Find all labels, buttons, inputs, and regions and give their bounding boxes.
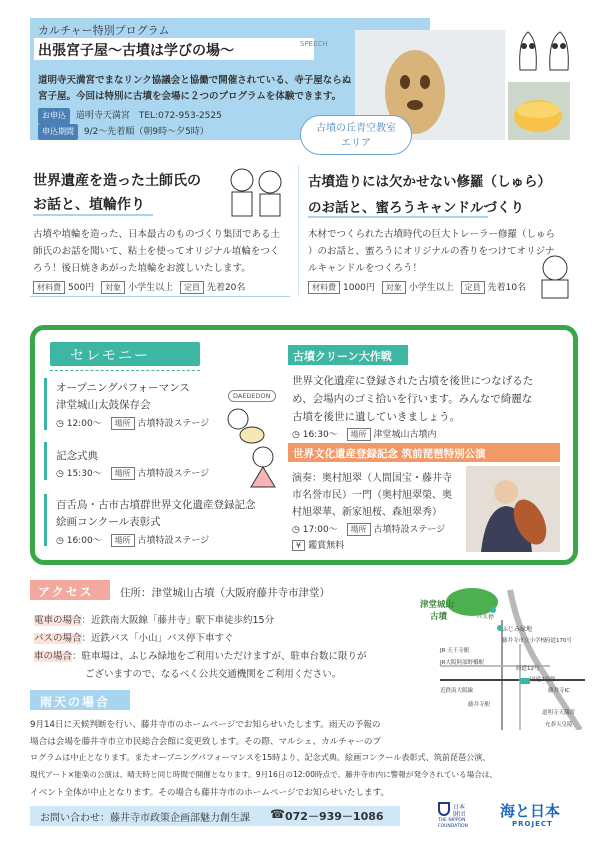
ceremony-item-2-time: 15:30〜 bbox=[66, 469, 102, 479]
ceremony-underline bbox=[50, 370, 200, 371]
candle-desc-3: ルキャンドルをつくろう！ bbox=[308, 263, 423, 274]
candle-underline bbox=[308, 216, 488, 218]
haniwa-underline bbox=[33, 214, 153, 216]
clean-meta bbox=[292, 427, 437, 441]
area-badge bbox=[300, 115, 412, 155]
biwa-fee bbox=[292, 538, 344, 551]
area-badge-line2: エリア bbox=[341, 138, 371, 149]
map-kofun-1: 津堂城山 bbox=[420, 600, 455, 610]
candle-desc-1: 木材でつくられた古墳時代の巨大トレーラー修羅（しゅら bbox=[308, 229, 556, 240]
nf-line4: FOUNDATION bbox=[438, 824, 468, 829]
haniwa-fee-tag: 材料費 bbox=[33, 281, 65, 294]
rain-line-5: イベント全体が中止となります。その場合も藤井寺市のホームページでお知らせいたします。 bbox=[30, 788, 390, 798]
culture-contact bbox=[38, 108, 222, 124]
nf-mark bbox=[438, 802, 450, 816]
haniwa-target-tag: 対象 bbox=[101, 281, 125, 294]
haniwa-title-2: お話と、埴輪作り bbox=[33, 197, 145, 213]
ceremony-item-3-place: 古墳特設ステージ bbox=[137, 536, 210, 546]
biwa-meta bbox=[292, 522, 445, 536]
candle-desc-2: ）のお話と、蜜ろうにオリジナルの香りをつけてオリジナ bbox=[308, 246, 555, 257]
ceremony-item-1-bar bbox=[44, 378, 47, 430]
contact-text: 道明寺天満宮 TEL:072-953-2525 bbox=[75, 111, 222, 121]
map-jr1: JR 天王寺駅 bbox=[440, 648, 470, 654]
ceremony-item-2-bar bbox=[44, 442, 47, 480]
nippon-foundation-logo bbox=[438, 802, 498, 832]
contact-tag: お申込 bbox=[38, 108, 70, 124]
candle-title-1: 古墳造りには欠かせない修羅（しゅら） bbox=[308, 174, 551, 190]
clock-icon: ◷ bbox=[56, 536, 64, 546]
clock-icon: ◷ bbox=[56, 419, 64, 429]
ceremony-item-3-time: 16:00〜 bbox=[66, 536, 102, 546]
clock-icon: ◷ bbox=[56, 469, 64, 479]
nf-line1: 日本 bbox=[453, 804, 466, 811]
rain-title: 雨天の場合 bbox=[40, 695, 111, 709]
map-r170: 府道170号 bbox=[545, 638, 572, 644]
map-kofun-2: 古墳 bbox=[430, 612, 448, 622]
ceremony-item-1-name2: 津堂城山太鼓保存会 bbox=[56, 399, 151, 411]
biwa-fee-text: 鑑賞無料 bbox=[308, 541, 345, 551]
owl-illustration bbox=[510, 20, 580, 78]
map-ic: 藤井寺IC bbox=[548, 688, 570, 694]
ceremony-item-1-name1: オープニングパフォーマンス bbox=[56, 382, 190, 394]
biwa-place: 古墳特設ステージ bbox=[373, 525, 446, 535]
map-shrine: 道明寺天満宮 bbox=[542, 710, 576, 716]
kids-illustration bbox=[222, 160, 292, 220]
map-school: 藤井寺市立小学校 bbox=[502, 638, 547, 644]
haniwa-cap-tag: 定員 bbox=[180, 281, 204, 294]
clean-time: 16:30〜 bbox=[302, 430, 338, 440]
biwa-desc-1: 演奏：奥村旭翠（人間国宝・藤井寺 bbox=[292, 473, 452, 484]
phone-icon: ☎ bbox=[270, 807, 285, 821]
biwa-desc-3: 村旭翠華、新家旭桜、森旭翠秀） bbox=[292, 507, 442, 518]
biwa-time: 17:00〜 bbox=[302, 525, 338, 535]
girl-illustration bbox=[530, 250, 580, 300]
candle-target-tag: 対象 bbox=[382, 281, 406, 294]
access-title: アクセス bbox=[38, 585, 94, 599]
biwa-title: 世界文化遺産登録記念 筑前琵琶特別公演 bbox=[293, 448, 486, 460]
train-tag: 電車の場合 bbox=[34, 615, 82, 626]
candle-photo bbox=[508, 82, 570, 140]
section-divider bbox=[298, 165, 299, 295]
map-tomb: 允恭天皇陵 bbox=[545, 722, 573, 728]
place-tag: 場所 bbox=[347, 523, 371, 536]
map-jr2: JR大阪阿部野橋駅 bbox=[440, 660, 484, 666]
haniwa-fee: 500円 bbox=[68, 283, 95, 293]
train-text: ：近鉄南大阪線「藤井寺」駅下車徒歩約15分 bbox=[81, 615, 275, 626]
culture-period bbox=[38, 124, 209, 140]
ceremony-item-3-name1: 百舌鳥・古市古墳群世界文化遺産登録記念 bbox=[56, 499, 256, 511]
haniwa-desc-1: 古墳や埴輪を造った、日本最古のものづくり集団である土 bbox=[33, 229, 281, 240]
access-address: 住所：津堂城山古墳（大阪府藤井寺市津堂） bbox=[120, 587, 330, 599]
clean-place: 津堂城山古墳内 bbox=[373, 430, 437, 440]
ceremony-item-1-place: 古墳特設ステージ bbox=[137, 419, 210, 429]
rain-line-4: 現代アート×能楽の公演は、晴天時と同じ時間で開催となります。9月16日の12:00時点で、藤井寺市内に警報が発令されている場合は、 bbox=[30, 770, 497, 779]
place-tag: 場所 bbox=[111, 467, 135, 480]
map-park: ふじみ緑地 bbox=[502, 626, 533, 633]
bus-text: ：近鉄バス「小山」バス停下車すぐ bbox=[81, 633, 234, 644]
car-tag: 車の場合 bbox=[34, 651, 73, 662]
car-text-1: ：駐車場は、ふじみ緑地をご利用いただけますが、駐車台数に限りが bbox=[72, 651, 367, 662]
clock-icon: ◷ bbox=[292, 525, 300, 535]
ceremony-item-2-name1: 記念式典 bbox=[56, 450, 98, 462]
candle-info bbox=[308, 280, 526, 294]
speech-sign: SPEECH bbox=[300, 40, 328, 48]
place-tag: 場所 bbox=[347, 428, 371, 441]
culture-desc-2: 宮子屋。今回は特別に古墳を会場に２つのプログラムを体験できます。 bbox=[38, 91, 342, 102]
haniwa-target: 小学生以上 bbox=[128, 283, 174, 293]
ceremony-item-3-meta bbox=[56, 533, 209, 547]
ceremony-title: セレモニー bbox=[70, 348, 150, 364]
ceremony-item-2-meta bbox=[56, 466, 209, 480]
map-r12: 府道12号 bbox=[516, 666, 540, 672]
map-bus-stop: バス停 bbox=[476, 614, 495, 621]
bubble-text: DAEDEDON bbox=[228, 390, 276, 402]
access-train bbox=[34, 612, 274, 626]
access-car bbox=[34, 648, 367, 662]
clean-desc-2: め、会場内のゴミ拾いを行います。みんなで綺麗な bbox=[292, 393, 533, 405]
clean-desc-1: 世界文化遺産に登録された古墳を後世につなげるた bbox=[292, 375, 534, 387]
place-tag: 場所 bbox=[111, 417, 135, 430]
ceremony-item-1-time: 12:00〜 bbox=[66, 419, 102, 429]
candle-fee: 1000円 bbox=[343, 283, 375, 293]
area-badge-line1: 古墳の丘青空教室 bbox=[316, 123, 396, 134]
culture-title: 出張宮子屋〜古墳は学びの場〜 bbox=[38, 43, 234, 59]
ceremony-item-3-name2: 絵画コンクール表彰式 bbox=[56, 516, 161, 528]
candle-title-2: のお話と、蜜ろうキャンドルづくり bbox=[308, 200, 524, 216]
candle-target: 小学生以上 bbox=[408, 283, 454, 293]
phone-number: 072－939－1086 bbox=[285, 810, 384, 823]
candle-cap-tag: 定員 bbox=[461, 281, 485, 294]
map-station: 藤井寺駅 bbox=[468, 702, 491, 708]
period-tag: 申込期間 bbox=[38, 124, 78, 140]
drummer-illustration bbox=[218, 405, 268, 445]
clock-icon: ◷ bbox=[292, 430, 300, 440]
ceremony-item-2-place: 古墳特設ステージ bbox=[137, 469, 210, 479]
clean-title: 古墳クリーン大作戦 bbox=[293, 350, 392, 363]
haniwa-bottom-line bbox=[30, 296, 290, 297]
access-bus bbox=[34, 630, 234, 644]
culture-desc-1: 道明寺天満宮でまなリンク協議会と協働で開催されている、寺子屋ならぬ bbox=[38, 75, 352, 86]
rain-line-2: 場合は会場を藤井寺市立市民総合会館に変更致します。その際、マルシェ、カルチャーのプ bbox=[30, 737, 382, 747]
haniwa-desc-2: 師氏のお話を聞いて、粘土を使ってオリジナル埴輪をつく bbox=[33, 246, 280, 257]
place-tag: 場所 bbox=[111, 534, 135, 547]
rain-line-3: ログラムは中止となります。またオープニングパフォーマンスを15時より、記念式典、絵画コンクール表彰式、筑前琵琶公演、 bbox=[30, 752, 491, 762]
bus-tag: バスの場合 bbox=[34, 633, 82, 644]
haniwa-cap: 先着20名 bbox=[206, 283, 246, 293]
clean-desc-3: 古墳を後世に遺していきましょう。 bbox=[292, 411, 460, 423]
ceremony-item-1-meta bbox=[56, 416, 209, 430]
map-hanwa: 近鉄南大阪線 bbox=[440, 688, 474, 694]
haniwa-desc-3: ろう！後日焼きあがった埴輪をお渡しいたします。 bbox=[33, 263, 251, 274]
map-r2: 国道2号線 bbox=[530, 677, 556, 683]
biwa-photo bbox=[466, 466, 560, 552]
ceremony-item-3-bar bbox=[44, 494, 47, 546]
candle-cap: 先着10名 bbox=[487, 283, 527, 293]
period-text: 9/2〜先着順（朝9時〜夕5時） bbox=[83, 127, 209, 137]
nf-line2: 財団 bbox=[453, 811, 466, 818]
yen-icon: ¥ bbox=[292, 540, 305, 551]
umi-logo: 海と日本 bbox=[500, 802, 561, 820]
car-text-2: ございますので、なるべく公共交通機関をご利用ください。 bbox=[85, 669, 342, 680]
inquiry-text: お問い合わせ：藤井寺市政策企画部魅力創生課 bbox=[40, 813, 250, 824]
candle-fee-tag: 材料費 bbox=[308, 281, 340, 294]
girl-figure-illustration bbox=[243, 443, 283, 488]
haniwa-info bbox=[33, 280, 245, 294]
haniwa-title-1: 世界遺産を造った土師氏の bbox=[33, 173, 201, 189]
nf-line3: THE NIPPON bbox=[438, 818, 466, 823]
biwa-desc-2: 市名誉市民）一門（奥村旭翠榮、奥 bbox=[292, 490, 452, 501]
culture-label: カルチャー特別プログラム bbox=[38, 24, 170, 37]
rain-line-1: 9月14日に天候判断を行い、藤井寺市のホームページでお知らせいたします。雨天の予報の bbox=[30, 720, 381, 730]
project-logo: PROJECT bbox=[512, 820, 553, 828]
